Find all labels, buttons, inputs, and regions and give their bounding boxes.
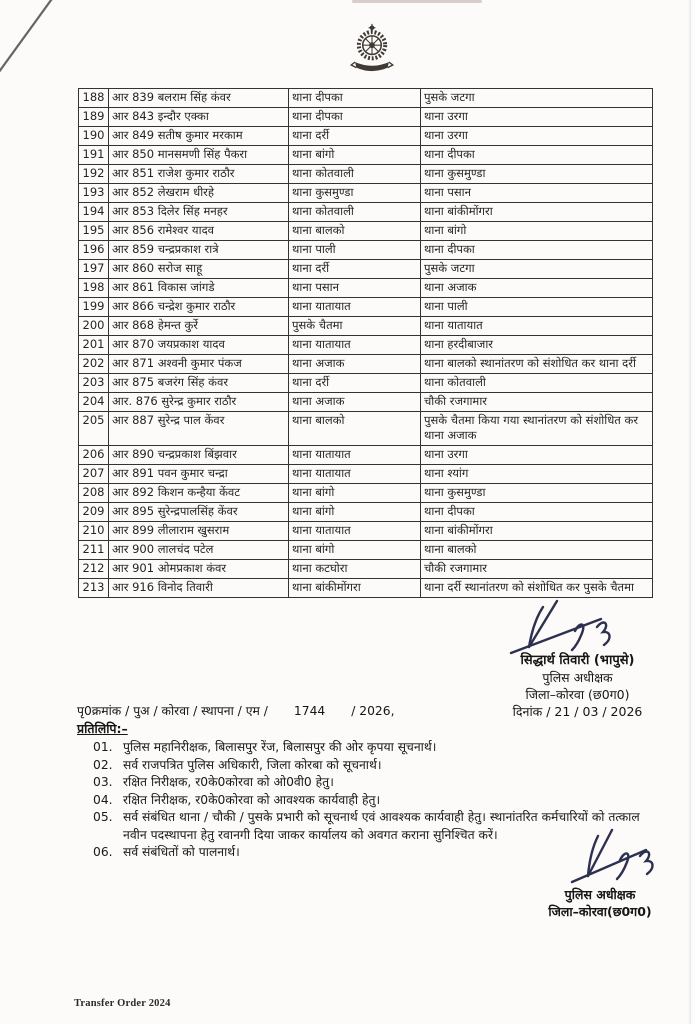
cell-to: थाना श्यांग — [421, 465, 653, 484]
table-row — [79, 465, 653, 484]
cell-from: थाना बालको — [289, 412, 421, 446]
cell-to: थाना दर्री स्थानांतरण को संशोधित कर पुसके चैतमा — [421, 579, 653, 598]
cell-sno: 195 — [79, 222, 109, 241]
cell-to: थाना यातायात — [421, 317, 653, 336]
cell-to: थाना उरगा — [421, 127, 653, 146]
closing-signature-block — [505, 886, 693, 920]
cell-sno: 210 — [79, 522, 109, 541]
table-row — [79, 127, 653, 146]
distribution-item-number: 02. — [93, 757, 113, 772]
distribution-item-number: 05. — [93, 810, 113, 825]
signature-scrawl-1 — [505, 597, 645, 659]
reference-prefix: पृ0क्रमांक / पुअ / कोरवा / स्थापना / एम / — [77, 704, 268, 718]
cell-from: थाना कुसमुण्डा — [289, 184, 421, 203]
cell-from: थाना बांकीमोंगरा — [289, 579, 421, 598]
cell-name: आर 850 मानसमणी सिंह पैकरा — [109, 146, 289, 165]
cell-sno: 207 — [79, 465, 109, 484]
police-emblem-icon — [343, 21, 401, 79]
distribution-item — [93, 739, 659, 756]
cell-from: थाना बांगो — [289, 503, 421, 522]
cell-name: आर 870 जयप्रकाश यादव — [109, 336, 289, 355]
distribution-item-text: पुलिस महानिरीक्षक, बिलासपुर रेंज, बिलासपुर की ओर कृपया सूचनार्थ। — [123, 740, 437, 754]
cell-name: आर 868 हेमन्त कुर्रे — [109, 317, 289, 336]
cell-sno: 206 — [79, 446, 109, 465]
cell-from: थाना यातायात — [289, 446, 421, 465]
cell-from: थाना यातायात — [289, 336, 421, 355]
table-row — [79, 560, 653, 579]
cell-from: थाना पाली — [289, 241, 421, 260]
table-row — [79, 89, 653, 108]
page-edge-shadow — [688, 0, 691, 1024]
cell-sno: 211 — [79, 541, 109, 560]
cell-sno: 193 — [79, 184, 109, 203]
cell-to: थाना उरगा — [421, 108, 653, 127]
cell-to: थाना अजाक — [421, 279, 653, 298]
cell-name: आर 900 लालचंद पटेल — [109, 541, 289, 560]
cell-name: आर 891 पवन कुमार चन्द्रा — [109, 465, 289, 484]
cell-sno: 188 — [79, 89, 109, 108]
distribution-item — [93, 774, 659, 791]
table-row — [79, 241, 653, 260]
cell-sno: 213 — [79, 579, 109, 598]
cell-to: थाना दीपका — [421, 503, 653, 522]
cell-to: पुसके जटगा — [421, 260, 653, 279]
table-row — [79, 317, 653, 336]
cell-to: थाना पाली — [421, 298, 653, 317]
table-row — [79, 412, 653, 446]
cell-sno: 198 — [79, 279, 109, 298]
cell-sno: 203 — [79, 374, 109, 393]
reference-suffix: / 2026, — [351, 704, 395, 718]
cell-from: थाना बांगो — [289, 484, 421, 503]
cell-name: आर 851 राजेश कुमार राठौर — [109, 165, 289, 184]
distribution-item-number: 03. — [93, 775, 113, 790]
table-row — [79, 203, 653, 222]
cell-name: आर 852 लेखराम धीरहे — [109, 184, 289, 203]
cell-from: थाना कटघोरा — [289, 560, 421, 579]
cell-to: थाना दीपका — [421, 241, 653, 260]
cell-to: थाना बांकीमोंगरा — [421, 203, 653, 222]
cell-name: आर 916 विनोद तिवारी — [109, 579, 289, 598]
cell-from: थाना बांगो — [289, 146, 421, 165]
transfer-table-body — [79, 89, 653, 598]
distribution-item-text: रक्षित निरीक्षक, र0के0कोरवा को आवश्यक कार्यवाही हेतु। — [123, 792, 381, 807]
reference-number-line — [77, 702, 497, 719]
cell-sno: 204 — [79, 393, 109, 412]
cell-from: थाना दीपका — [289, 89, 421, 108]
cell-name: आर 859 चन्द्रप्रकाश रात्रे — [109, 241, 289, 260]
cell-from: थाना यातायात — [289, 522, 421, 541]
cell-name: आर 892 किशन कन्हैया केंवट — [109, 484, 289, 503]
table-row — [79, 355, 653, 374]
authority-signature-block — [480, 652, 675, 720]
table-row — [79, 108, 653, 127]
table-row — [79, 184, 653, 203]
table-row — [79, 579, 653, 598]
cell-name: आर 901 ओमप्रकाश कंवर — [109, 560, 289, 579]
transfer-order-table — [78, 88, 653, 598]
table-row — [79, 503, 653, 522]
page-top-smudge — [352, 0, 482, 3]
distribution-item — [93, 757, 659, 774]
cell-from: पुसके चैतमा — [289, 317, 421, 336]
table-row — [79, 393, 653, 412]
distribution-item-text: सर्व संबंधित थाना / चौकी / पुसके प्रभारी को सूचनार्थ एवं आवश्यक कार्यवाही हेतु। स्थानांतरित कर्मचारियों को तत्काल नवीन पदस्थापना हेतु रवानगी दिया जाकर कार्यालय को अवगत कराना सुनिश्चित करें। — [123, 810, 640, 842]
signature-date: दिनांक / 21 / 03 / 2026 — [512, 704, 643, 719]
cell-sno: 202 — [79, 355, 109, 374]
cell-sno: 189 — [79, 108, 109, 127]
cell-name: आर 899 लीलाराम खुसराम — [109, 522, 289, 541]
cell-from: थाना दीपका — [289, 108, 421, 127]
table-row — [79, 165, 653, 184]
cell-name: आर 853 दिलेर सिंह मनहर — [109, 203, 289, 222]
cell-to: थाना बांगो — [421, 222, 653, 241]
cell-to: थाना कुसमुण्डा — [421, 165, 653, 184]
cell-name: आर 871 अश्वनी कुमार पंकज — [109, 355, 289, 374]
cell-sno: 205 — [79, 412, 109, 446]
signature-scrawl-2 — [568, 824, 678, 890]
table-row — [79, 298, 653, 317]
cell-from: थाना यातायात — [289, 465, 421, 484]
cell-from: थाना दर्री — [289, 374, 421, 393]
closing-signatory-title: पुलिस अधीक्षक — [564, 887, 636, 902]
cell-name: आर 866 चन्द्रेश कुमार राठौर — [109, 298, 289, 317]
table-row — [79, 222, 653, 241]
table-row — [79, 541, 653, 560]
cell-sno: 199 — [79, 298, 109, 317]
cell-sno: 200 — [79, 317, 109, 336]
cell-to: पुसके चैतमा किया गया स्थानांतरण को संशोधित कर थाना अजाक — [421, 412, 653, 446]
signatory-name: सिद्धार्थ तिवारी (भापुसे) — [520, 653, 635, 668]
cell-to: थाना उरगा — [421, 446, 653, 465]
table-row — [79, 446, 653, 465]
cell-from: थाना कोतवाली — [289, 165, 421, 184]
cell-to: थाना कुसमुण्डा — [421, 484, 653, 503]
cell-from: थाना दर्री — [289, 127, 421, 146]
table-row — [79, 336, 653, 355]
cell-name: आर 856 रामेश्वर यादव — [109, 222, 289, 241]
cell-to: थाना हरदीबाजार — [421, 336, 653, 355]
table-row — [79, 279, 653, 298]
distribution-item — [93, 792, 659, 809]
table-row — [79, 146, 653, 165]
distribution-item-number: 01. — [93, 740, 113, 754]
cell-sno: 192 — [79, 165, 109, 184]
table-row — [79, 484, 653, 503]
cell-from: थाना दर्री — [289, 260, 421, 279]
cell-to: थाना पसान — [421, 184, 653, 203]
cell-to: पुसके जटगा — [421, 89, 653, 108]
cell-from: थाना अजाक — [289, 355, 421, 374]
cell-to: थाना बालको स्थानांतरण को संशोधित कर थाना दर्री — [421, 355, 653, 374]
cell-sno: 197 — [79, 260, 109, 279]
distribution-item-text: सर्व राजपत्रित पुलिस अधिकारी, जिला कोरबा को सूचनार्थ। — [123, 757, 382, 772]
document-footer-label: Transfer Order 2024 — [74, 998, 171, 1009]
cell-name: आर 875 बजरंग सिंह कंवर — [109, 374, 289, 393]
cell-name: आर 890 चन्द्रप्रकाश बिंझवार — [109, 446, 289, 465]
cell-name: आर 895 सुरेन्द्रपालसिंह केंवर — [109, 503, 289, 522]
table-row — [79, 260, 653, 279]
cell-sno: 209 — [79, 503, 109, 522]
distribution-item-number: 06. — [93, 845, 113, 860]
cell-name: आर. 876 सुरेन्द्र कुमार राठौर — [109, 393, 289, 412]
cell-sno: 212 — [79, 560, 109, 579]
cell-name: आर 861 विकास जांगडे — [109, 279, 289, 298]
closing-signatory-district: जिला–कोरवा(छ0ग0) — [548, 904, 652, 919]
cell-sno: 196 — [79, 241, 109, 260]
cell-from: थाना बांगो — [289, 541, 421, 560]
copies-heading: प्रतिलिपि:– — [77, 721, 128, 736]
cell-sno: 201 — [79, 336, 109, 355]
table-row — [79, 522, 653, 541]
cell-sno: 190 — [79, 127, 109, 146]
distribution-item-text: सर्व संबंधितों को पालनार्थ। — [123, 845, 240, 860]
cell-to: थाना दीपका — [421, 146, 653, 165]
cell-to: थाना कोतवाली — [421, 374, 653, 393]
cell-to: चौकी रजगामार — [421, 393, 653, 412]
reference-number: 1744 — [293, 704, 326, 718]
distribution-item-text: रक्षित निरीक्षक, र0के0कोरवा को ओ0वी0 हेतु। — [123, 775, 334, 790]
cell-name: आर 887 सुरेन्द्र पाल केंवर — [109, 412, 289, 446]
cell-to: चौकी रजगामार — [421, 560, 653, 579]
cell-name: आर 839 बलराम सिंह कंवर — [109, 89, 289, 108]
cell-sno: 194 — [79, 203, 109, 222]
cell-name: आर 849 सतीष कुमार मरकाम — [109, 127, 289, 146]
cell-from: थाना बालको — [289, 222, 421, 241]
cell-from: थाना कोतवाली — [289, 203, 421, 222]
signatory-district: जिला–कोरवा (छ0ग0) — [525, 687, 630, 702]
cell-name: आर 843 इन्दौर एक्का — [109, 108, 289, 127]
cell-sno: 191 — [79, 146, 109, 165]
table-row — [79, 374, 653, 393]
cell-from: थाना यातायात — [289, 298, 421, 317]
cell-sno: 208 — [79, 484, 109, 503]
distribution-item-number: 04. — [93, 792, 113, 807]
cell-name: आर 860 सरोज साहू — [109, 260, 289, 279]
signatory-title: पुलिस अधीक्षक — [542, 670, 613, 685]
cell-to: थाना बालको — [421, 541, 653, 560]
cell-from: थाना पसान — [289, 279, 421, 298]
cell-from: थाना अजाक — [289, 393, 421, 412]
cell-to: थाना बांकीमोंगरा — [421, 522, 653, 541]
